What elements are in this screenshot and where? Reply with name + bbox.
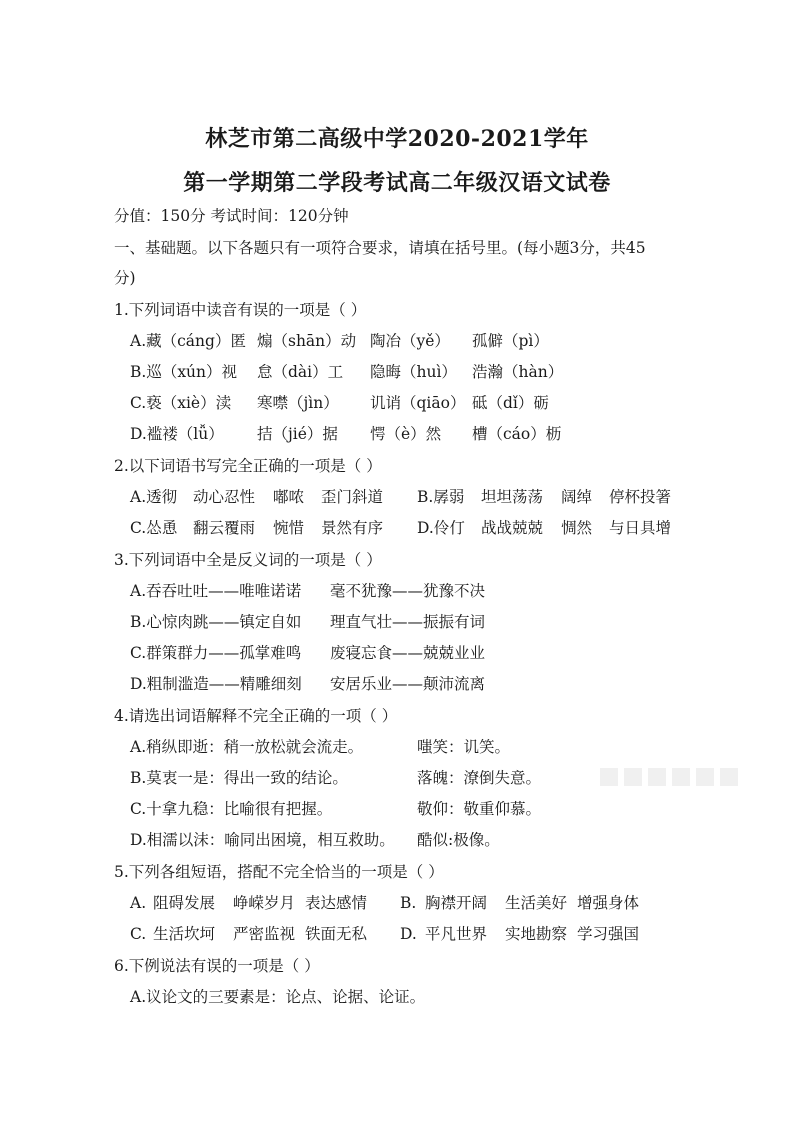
option-text: 严密监视 [233,925,296,943]
option-text: 胸襟开阔 [425,894,488,912]
option-text: 歪门斜道 [321,488,384,506]
question-stem: 1.下列词语中读音有误的一项是（ ） [114,301,367,319]
exam-title-line1: 林芝市第二高级中学2020-2021学年 [205,126,589,152]
option-text: 峥嵘岁月 [233,894,296,912]
option-text: 孤僻（pì） [472,332,549,350]
option-text: 浩瀚（hàn） [472,363,564,381]
option-text: B.莫衷一是：得出一致的结论。 [130,769,348,787]
option-text: A.藏（cáng）匿 [130,332,246,350]
option-text: 寒噤（jìn） [257,394,339,412]
option-text: 生活坎坷 [153,925,216,943]
option-text: D.相濡以沫：喻同出困境，相互救助。 [130,831,395,849]
option-text: A. [130,894,147,912]
option-text: 坦坦荡荡 [481,488,544,506]
option-text: 景然有序 [321,519,384,537]
option-text: 落魄：潦倒失意。 [417,769,542,787]
option-text: B.巡（xún）视 [130,363,238,381]
option-text: 与日具增 [609,519,672,537]
option-text: 惋惜 [273,519,305,537]
option-text: 阻碍发展 [153,894,216,912]
option-text: C.群策群力——孤掌难鸣 [130,644,302,662]
option-text: C.亵（xiè）渎 [130,394,232,412]
option-text: 阔绰 [561,488,593,506]
option-text: D. [400,925,417,943]
option-text: A.吞吞吐吐——唯唯诺诺 [130,582,302,600]
option-text: 嗤笑：讥笑。 [417,738,511,756]
option-text: 敬仰：敬重仰慕。 [417,800,542,818]
option-text: A.透彻 [130,488,178,506]
exam-title-line2: 第一学期第二学段考试高二年级汉语文试卷 [183,170,611,196]
option-text: 怠（dài）工 [257,363,344,381]
option-text: 铁面无私 [305,925,368,943]
option-text: B. [400,894,417,912]
option-text: 安居乐业——颠沛流离 [330,675,486,693]
option-text: D.褴褛（lǚ） [130,425,224,443]
question-stem: 4.请选出词语解释不完全正确的一项（ ） [114,707,398,725]
option-text: 愕（è）然 [370,425,442,443]
option-text: 砥（dǐ）砺 [472,394,549,412]
option-text: 讥诮（qiāo） [370,394,466,412]
option-text: 煽（shān）动 [257,332,357,350]
option-text: 酷似:极像。 [417,831,500,849]
question-stem: 2.以下词语书写完全正确的一项是（ ） [114,457,382,475]
option-text: 战战兢兢 [481,519,544,537]
option-text: 实地勘察 [505,925,568,943]
question-stem: 3.下列词语中全是反义词的一项是（ ） [114,551,382,569]
option-text: 毫不犹豫——犹豫不决 [330,582,486,600]
option-text: 嘟哝 [273,488,305,506]
option-text: 学习强国 [577,925,640,943]
option-text: D.伶仃 [417,519,465,537]
option-text: 理直气壮——振振有词 [330,613,486,631]
option-text: 废寝忘食——兢兢业业 [330,644,486,662]
option-text: A.议论文的三要素是：论点、论据、论证。 [130,988,426,1006]
option-text: D.粗制滥造——精雕细刻 [130,675,302,693]
option-text: 增强身体 [577,894,640,912]
option-text: C.十拿九稳：比喻很有把握。 [130,800,333,818]
option-text: 隐晦（huì） [370,363,457,381]
exam-meta: 分值：150分 考试时间：120分钟 [114,207,349,225]
section-intro-line1: 一、基础题。以下各题只有一项符合要求，请填在括号里。(每小题3分，共45 [114,239,646,257]
option-text: 翻云覆雨 [193,519,256,537]
option-text: 表达感情 [305,894,368,912]
option-text: 动心忍性 [193,488,256,506]
option-text: 生活美好 [505,894,568,912]
option-text: A.稍纵即逝：稍一放松就会流走。 [130,738,364,756]
option-text: 拮（jié）据 [257,425,338,443]
option-text: 惆然 [561,519,593,537]
option-text: 槽（cáo）枥 [472,425,562,443]
option-text: 停杯投箸 [609,488,672,506]
option-text: 陶冶（yě） [370,332,450,350]
question-stem: 6.下例说法有误的一项是（ ） [114,957,320,975]
option-text: B.心惊肉跳——镇定自如 [130,613,302,631]
question-stem: 5.下列各组短语，搭配不完全恰当的一项是（ ） [114,863,444,881]
option-text: C. [130,925,147,943]
watermark-logo [600,764,750,790]
option-text: C.怂恿 [130,519,178,537]
option-text: B.孱弱 [417,488,465,506]
option-text: 平凡世界 [425,925,488,943]
section-intro-line2: 分) [114,269,136,287]
